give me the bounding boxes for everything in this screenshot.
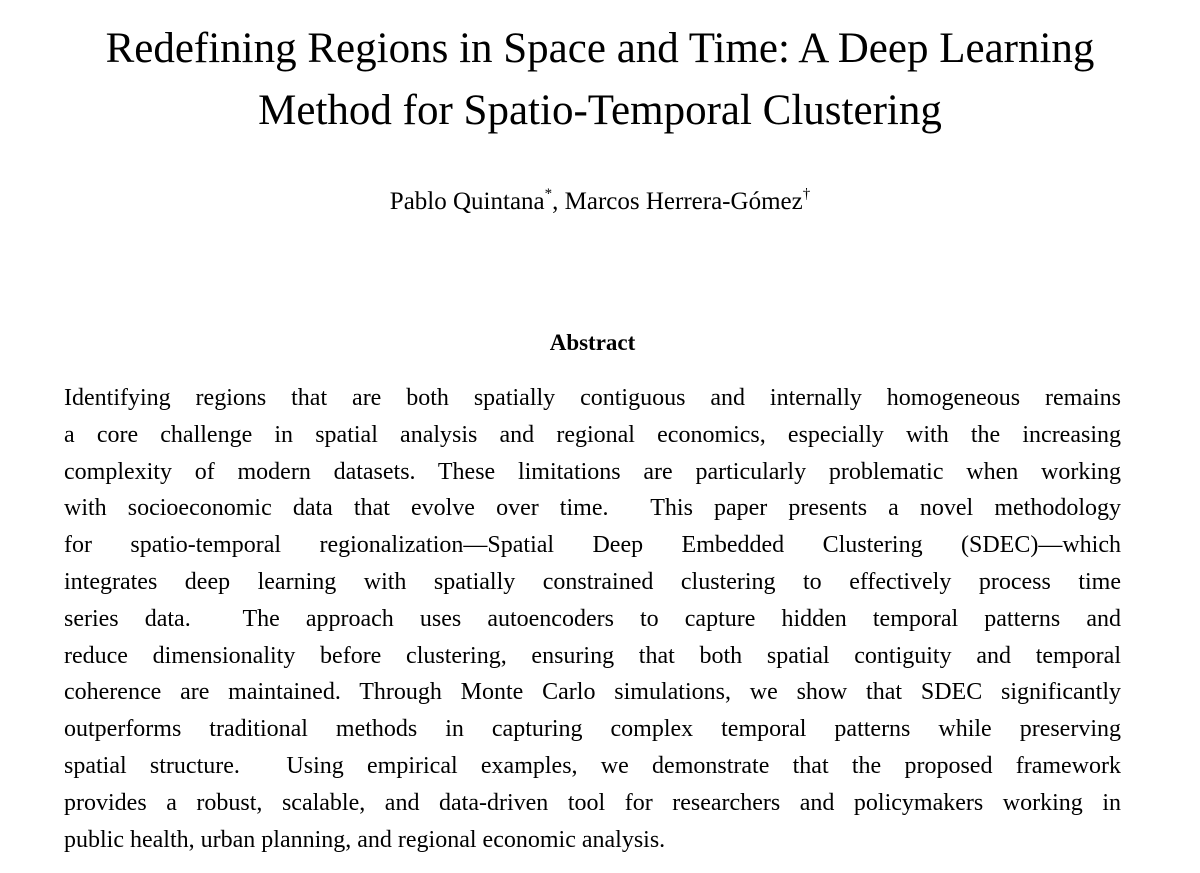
abstract-body xyxy=(64,380,1121,858)
abstract-heading: Abstract xyxy=(549,330,636,355)
author-name: Pablo Quintana xyxy=(389,188,545,215)
abstract-line: integrates deep learning with spatially constrained clustering to effectively process time xyxy=(64,568,1121,595)
author-footnote-mark: * xyxy=(544,186,553,202)
author-name: Marcos Herrera-Gómez xyxy=(564,188,803,215)
abstract-line: for spatio-temporal regionalization—Spatial Deep Embedded Clustering (SDEC)—which xyxy=(64,532,1121,559)
author-list xyxy=(0,186,1200,218)
abstract-line: coherence are maintained. Through Monte Carlo simulations, we show that SDEC significantly xyxy=(64,679,1121,706)
title-line-1: Redefining Regions in Space and Time: A Deep Learning xyxy=(105,25,1095,72)
abstract-line: provides a robust, scalable, and data-driven tool for researchers and policymakers working in xyxy=(64,789,1121,816)
abstract-line: a core challenge in spatial analysis and regional economics, especially with the increasing xyxy=(64,421,1121,448)
abstract-line: spatial structure. Using empirical examples, we demonstrate that the proposed framework xyxy=(64,752,1121,779)
abstract-line: outperforms traditional methods in capturing complex temporal patterns while preserving xyxy=(64,716,1121,743)
abstract-line: public health, urban planning, and regional economic analysis. xyxy=(64,826,666,853)
author-footnote-mark: † xyxy=(802,186,811,202)
abstract-line: reduce dimensionality before clustering, ensuring that both spatial contiguity and temporal xyxy=(64,642,1121,669)
abstract-line: series data. The approach uses autoencoders to capture hidden temporal patterns and xyxy=(64,605,1121,632)
paper-title xyxy=(20,18,1180,142)
abstract-line: complexity of modern datasets. These limitations are particularly problematic when working xyxy=(64,458,1121,485)
abstract-line: with socioeconomic data that evolve over time. This paper presents a novel methodology xyxy=(64,495,1121,522)
author-separator: , xyxy=(552,188,565,215)
abstract-line: Identifying regions that are both spatially contiguous and internally homogeneous remains xyxy=(64,385,1121,411)
title-line-2: Method for Spatio-Temporal Clustering xyxy=(258,87,942,134)
